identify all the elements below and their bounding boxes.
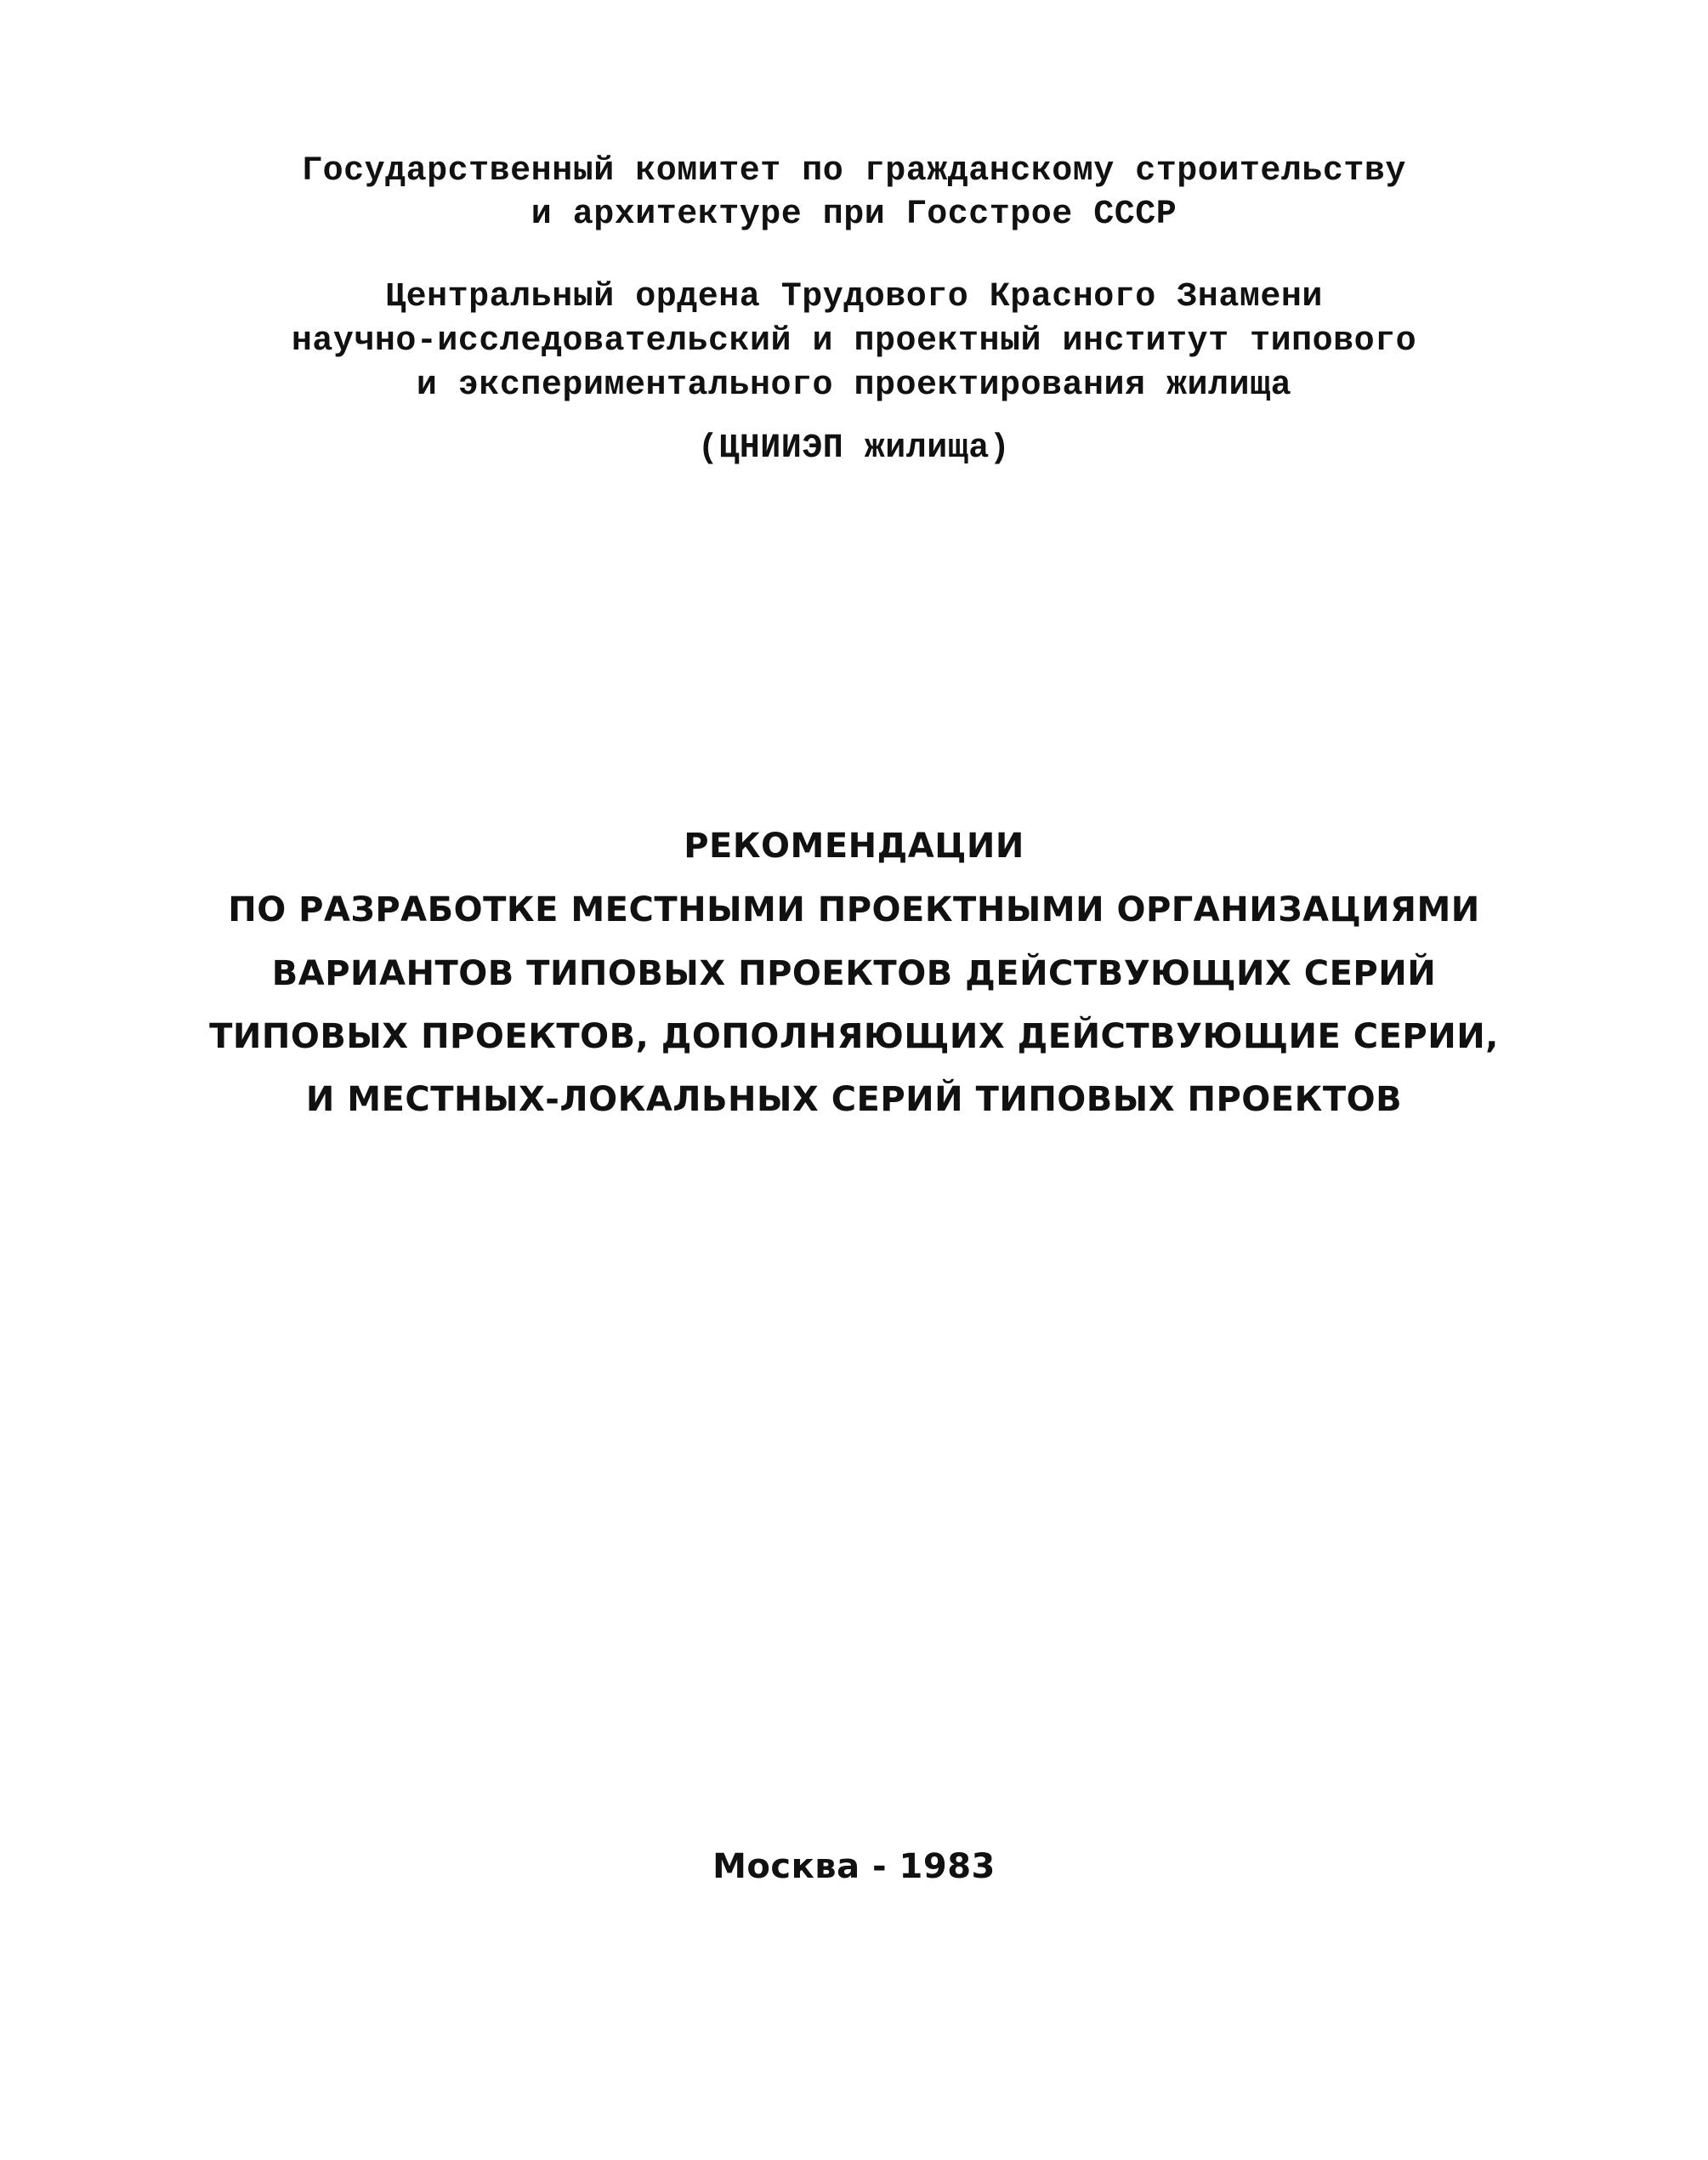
- committee-line-2: и архитектуре при Госстрое СССР: [531, 196, 1177, 234]
- institute-line-2: научно-исследовательский и проектный институт типового: [291, 322, 1417, 361]
- institute-line-3: и экспериментального проектирования жилища: [416, 367, 1292, 405]
- document-title-line-4: ТИПОВЫХ ПРОЕКТОВ, ДОПОЛНЯЮЩИХ ДЕЙСТВУЮЩИЕ СЕРИИ,: [209, 1017, 1499, 1056]
- place-and-year: Москва - 1983: [712, 1847, 996, 1886]
- document-title-line-3: ВАРИАНТОВ ТИПОВЫХ ПРОЕКТОВ ДЕЙСТВУЮЩИХ СЕРИЙ: [271, 954, 1437, 993]
- committee-line-1: Государственный комитет по гражданскому строительству: [302, 152, 1406, 190]
- document-title-line-2: ПО РАЗРАБОТКЕ МЕСТНЫМИ ПРОЕКТНЫМИ ОРГАНИЗАЦИЯМИ: [228, 890, 1480, 929]
- institute-abbreviation: (ЦНИИЭП жилища): [697, 429, 1011, 468]
- document-title-line-5: И МЕСТНЫХ-ЛОКАЛЬНЫХ СЕРИЙ ТИПОВЫХ ПРОЕКТОВ: [305, 1080, 1403, 1119]
- institute-line-1: Центральный ордена Трудового Красного Знамени: [385, 278, 1323, 316]
- document-title-line-1: РЕКОМЕНДАЦИИ: [684, 827, 1024, 866]
